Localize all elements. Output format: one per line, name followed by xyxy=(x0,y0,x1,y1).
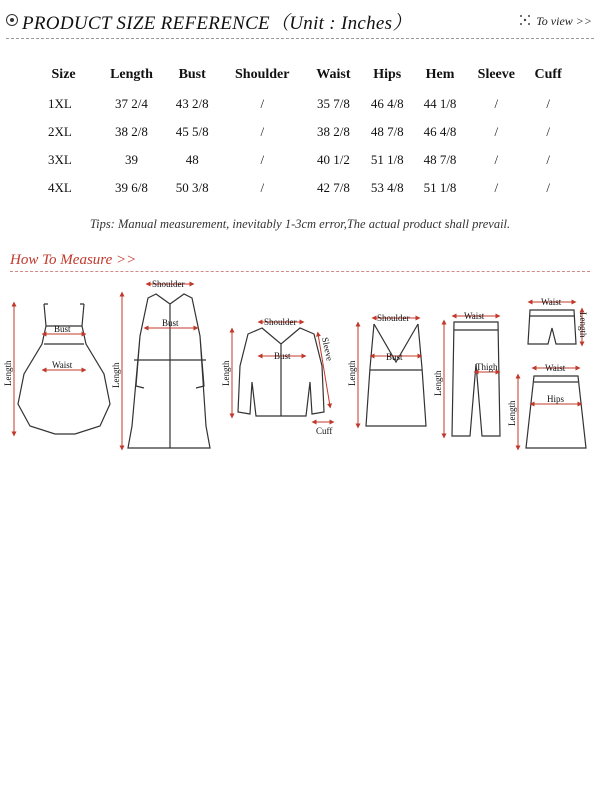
skirt-waist-label: Waist xyxy=(545,363,566,373)
dress-figure xyxy=(3,304,110,434)
camisole-outline xyxy=(366,324,426,426)
table-cell: 39 xyxy=(124,152,138,167)
table-cell: 48 7/8 xyxy=(370,124,404,139)
table-header-row xyxy=(30,60,570,90)
table-row xyxy=(30,146,570,174)
coat-shoulder-label: Shoulder xyxy=(152,279,185,289)
shorts-length-label: Length xyxy=(578,312,588,338)
table-row xyxy=(30,118,570,146)
table-row xyxy=(30,174,570,202)
size-table xyxy=(30,60,570,202)
dress-bust-label: Bust xyxy=(54,324,71,334)
table-cell: 44 1/8 xyxy=(423,96,457,111)
bullet-icon xyxy=(6,14,18,26)
table-cell: 4XL xyxy=(48,180,72,195)
column-header: Cuff xyxy=(534,67,562,82)
camisole-shoulder-label: Shoulder xyxy=(377,313,410,323)
page-title: PRODUCT SIZE REFERENCE（Unit : Inches） xyxy=(22,13,412,34)
table-cell: 48 xyxy=(185,152,199,167)
blouse-outline xyxy=(238,328,324,416)
column-header: Bust xyxy=(178,67,206,82)
table-cell: / xyxy=(260,96,265,111)
table-cell: / xyxy=(494,96,499,111)
blouse-cuff-label: Cuff xyxy=(316,426,333,436)
blouse-shoulder-label: Shoulder xyxy=(264,317,297,327)
table-cell: 40 1/2 xyxy=(316,152,350,167)
shorts-figure xyxy=(528,297,588,344)
column-header: Length xyxy=(110,67,153,82)
header xyxy=(0,0,600,40)
table-cell: 2XL xyxy=(48,124,72,139)
skirt-figure xyxy=(507,363,586,448)
column-header: Size xyxy=(51,67,76,82)
table-cell: / xyxy=(260,152,265,167)
camisole-figure xyxy=(347,313,426,426)
table-cell: 50 3/8 xyxy=(175,180,209,195)
pants-outline xyxy=(452,322,500,436)
table-cell: 3XL xyxy=(48,152,72,167)
measure-divider xyxy=(10,271,590,272)
table-cell: / xyxy=(260,180,265,195)
table-cell: 46 4/8 xyxy=(423,124,457,139)
table-cell: 48 7/8 xyxy=(423,152,457,167)
column-header: Hips xyxy=(373,67,402,82)
camisole-bust-label: Bust xyxy=(386,352,403,362)
column-header: Sleeve xyxy=(477,67,515,82)
table-cell: / xyxy=(494,124,499,139)
skirt-length-label: Length xyxy=(507,400,517,426)
table-cell: 38 2/8 xyxy=(115,124,148,139)
table-cell: / xyxy=(546,180,550,195)
table-cell: 37 2/4 xyxy=(115,96,148,111)
header-divider xyxy=(6,38,594,39)
how-to-measure-heading: How To Measure >> xyxy=(10,252,137,268)
pants-waist-label: Waist xyxy=(464,311,485,321)
pants-length-label: Length xyxy=(433,370,443,396)
table-cell: / xyxy=(546,152,550,167)
table-cell: 53 4/8 xyxy=(370,180,404,195)
dress-length-label: Length xyxy=(3,360,13,386)
table-cell: / xyxy=(494,152,499,167)
table-cell: / xyxy=(546,96,550,111)
table-cell: / xyxy=(494,180,499,195)
table-cell: 51 1/8 xyxy=(423,180,457,195)
pants-thigh-label: Thigh xyxy=(476,362,498,372)
expand-icon xyxy=(518,13,532,27)
tips-note: Tips: Manual measurement, inevitably 1-3cm error,The actual product shall prevail. xyxy=(89,217,511,231)
shorts-outline xyxy=(528,310,576,344)
column-header: Shoulder xyxy=(235,67,290,82)
table-cell: 35 7/8 xyxy=(316,96,350,111)
coat-length-label: Length xyxy=(111,362,121,388)
table-row xyxy=(30,90,570,118)
table-cell: 46 4/8 xyxy=(370,96,404,111)
table-cell: 38 2/8 xyxy=(316,124,350,139)
column-header: Waist xyxy=(316,67,351,82)
blouse-bust-label: Bust xyxy=(274,351,291,361)
dress-waist-label: Waist xyxy=(52,360,73,370)
to-view-link[interactable]: To view >> xyxy=(536,14,592,28)
blouse-length-label: Length xyxy=(221,360,231,386)
table-cell: 45 5/8 xyxy=(175,124,209,139)
table-cell: / xyxy=(260,124,265,139)
skirt-outline xyxy=(526,376,586,448)
table-cell: 51 1/8 xyxy=(370,152,404,167)
table-cell: 42 7/8 xyxy=(316,180,350,195)
column-header: Hem xyxy=(425,67,455,82)
table-cell: 1XL xyxy=(48,96,72,111)
table-cell: / xyxy=(546,124,550,139)
blouse-sleeve-label: Sleeve xyxy=(320,336,335,362)
shorts-waist-label: Waist xyxy=(541,297,562,307)
pants-figure xyxy=(433,311,500,436)
coat-bust-label: Bust xyxy=(162,318,179,328)
skirt-hips-label: Hips xyxy=(547,394,565,404)
table-cell: 39 6/8 xyxy=(115,180,148,195)
measure-illustrations xyxy=(0,276,600,476)
coat-figure xyxy=(111,279,210,448)
blouse-figure xyxy=(221,317,335,436)
camisole-length-label: Length xyxy=(347,360,357,386)
table-cell: 43 2/8 xyxy=(175,96,209,111)
